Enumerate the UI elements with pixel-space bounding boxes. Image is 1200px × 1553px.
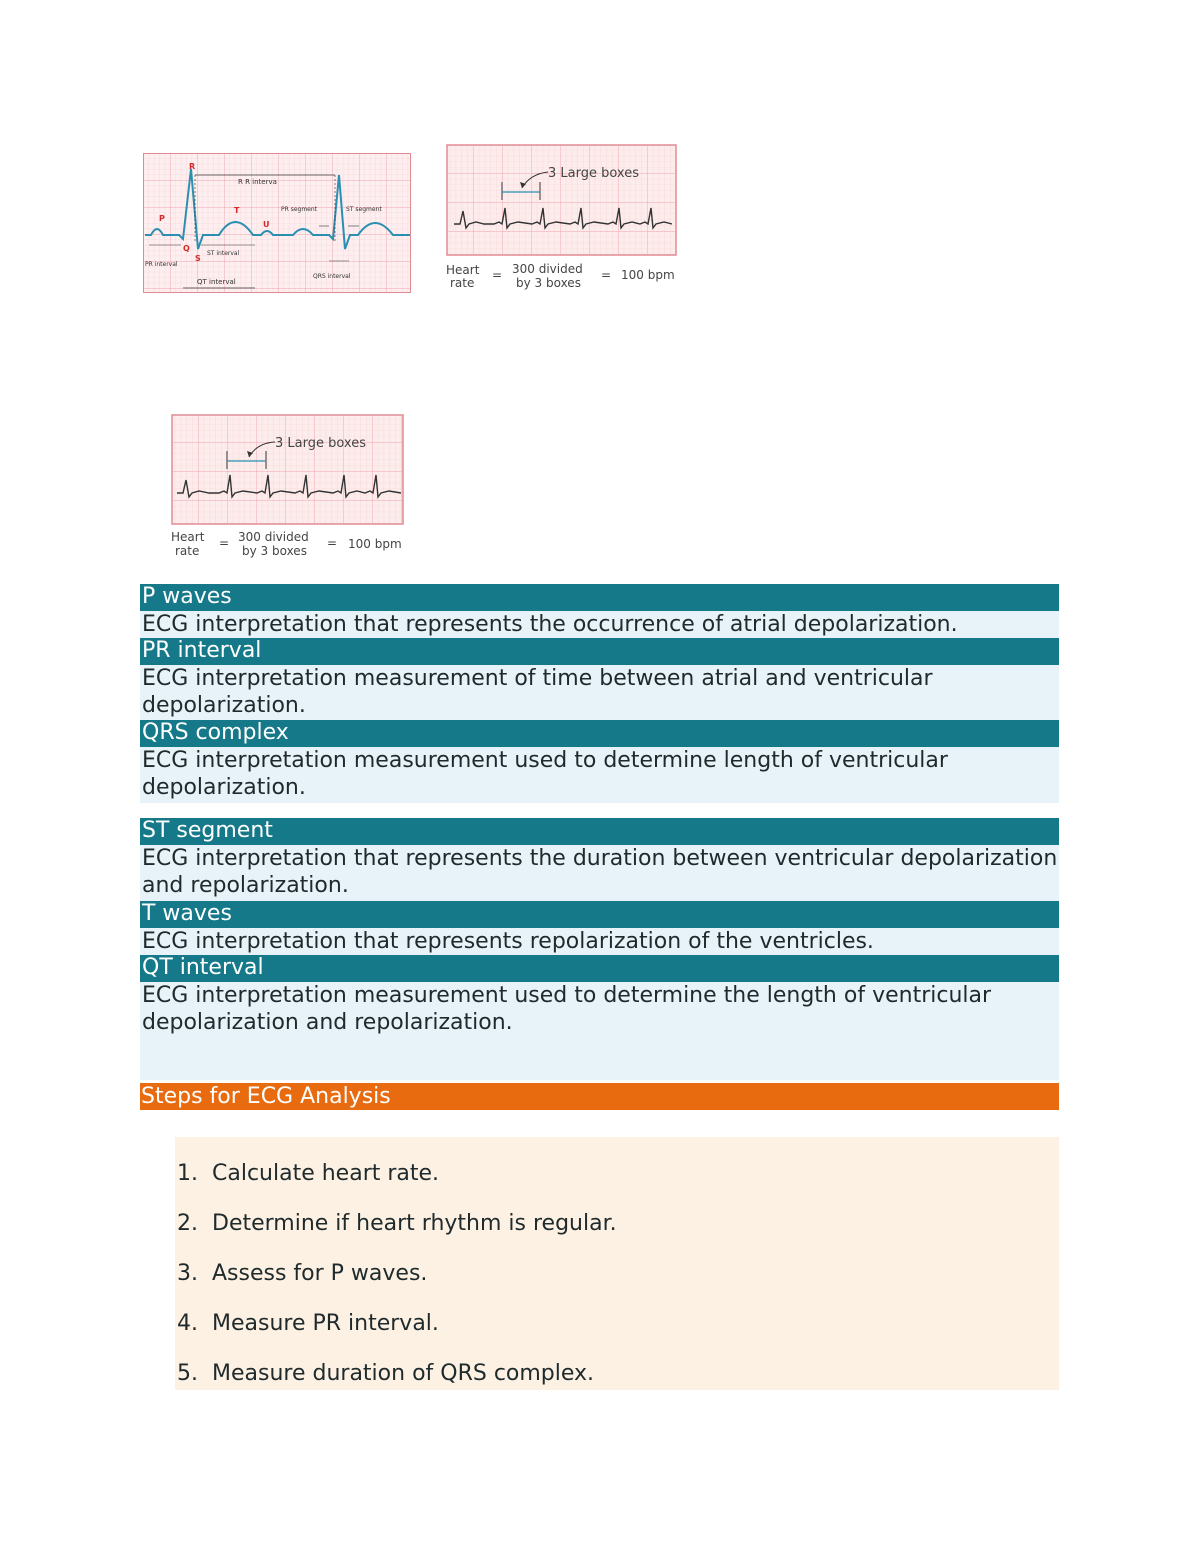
definition-entry-pr-interval [140, 638, 1059, 720]
ecg-peak-q: Q [183, 244, 190, 253]
heart-rate-figure-2 [169, 413, 409, 565]
step-item [177, 1310, 439, 1338]
step-text: Measure PR interval. [212, 1311, 439, 1336]
step-item [177, 1360, 594, 1388]
ecg-peak-s: S [195, 254, 201, 263]
heart-rate-svg-1 [444, 144, 684, 296]
ecg-pr-interval-label: PR interval [145, 261, 178, 268]
definition-qt-interval: ECG interpretation measurement used to determine the length of ventricular depolarization and repolarization. [140, 982, 1059, 1080]
term-qt-interval: QT interval [140, 955, 1059, 982]
ecg-qt-interval-label: QT interval [197, 278, 236, 286]
ecg-peak-u: U [263, 220, 270, 229]
ecg-pr-segment-label: PR segment [281, 206, 318, 213]
rate-label-2: rate [175, 544, 200, 558]
term-p-waves: P waves [140, 584, 1059, 611]
step-text: Measure duration of QRS complex. [212, 1361, 595, 1386]
term-pr-interval: PR interval [140, 638, 1059, 665]
heart-rate-svg-2 [169, 413, 409, 565]
heart-label-1: Heart [446, 263, 480, 277]
calc-bottom-2: by 3 boxes [242, 544, 307, 558]
definitions-table [140, 584, 1059, 1080]
step-number: 5. [177, 1361, 198, 1386]
step-number: 1. [177, 1161, 198, 1186]
calc-bottom-1: by 3 boxes [516, 276, 581, 290]
calc-top-1: 300 divided [512, 262, 583, 276]
definition-t-waves: ECG interpretation that represents repolarization of the ventricles. [140, 928, 1059, 955]
step-text: Assess for P waves. [212, 1261, 428, 1286]
ecg-peak-p: P [159, 214, 165, 223]
definition-qrs-complex: ECG interpretation measurement used to determine length of ventricular depolarization. [140, 747, 1059, 803]
equals-2a: = [219, 536, 230, 550]
step-number: 3. [177, 1261, 198, 1286]
term-qrs-complex: QRS complex [140, 720, 1059, 747]
callout-3-large-boxes-1: 3 Large boxes [548, 166, 639, 181]
ecg-waveform-svg [143, 153, 411, 293]
step-item [177, 1260, 427, 1288]
calc-top-2: 300 divided [238, 530, 309, 544]
definition-entry-qrs-complex [140, 720, 1059, 803]
callout-3-large-boxes-2: 3 Large boxes [275, 436, 366, 451]
ecg-st-interval-label: ST interval [207, 250, 240, 257]
equals-1b: = [601, 268, 612, 282]
step-item [177, 1160, 439, 1188]
heart-label-2: Heart [171, 530, 205, 544]
equals-1a: = [492, 268, 503, 282]
step-text: Determine if heart rhythm is regular. [212, 1211, 617, 1236]
result-1: 100 bpm [621, 268, 675, 282]
steps-header: Steps for ECG Analysis [140, 1083, 1059, 1110]
ecg-st-segment-label: ST segment [346, 206, 382, 213]
definition-st-segment: ECG interpretation that represents the duration between ventricular depolarization and repolarization. [140, 845, 1059, 901]
definition-p-waves: ECG interpretation that represents the occurrence of atrial depolarization. [140, 611, 1059, 638]
definition-entry-t-waves [140, 901, 1059, 955]
table-gap [140, 803, 1059, 818]
ecg-peak-t: T [234, 206, 240, 215]
step-text: Calculate heart rate. [212, 1161, 440, 1186]
step-number: 4. [177, 1311, 198, 1336]
ecg-waveform-figure [143, 153, 411, 293]
definition-pr-interval: ECG interpretation measurement of time between atrial and ventricular depolarization. [140, 665, 1059, 720]
ecg-rr-interval-label: R R interva [238, 178, 277, 186]
ecg-peak-r: R [189, 162, 196, 171]
term-st-segment: ST segment [140, 818, 1059, 845]
result-2: 100 bpm [348, 537, 402, 551]
definition-entry-st-segment [140, 818, 1059, 901]
step-item [177, 1210, 617, 1238]
equals-2b: = [327, 536, 338, 550]
definition-entry-qt-interval [140, 955, 1059, 1080]
heart-rate-figure-1 [444, 144, 684, 296]
steps-box [175, 1137, 1059, 1390]
definition-entry-p-waves [140, 584, 1059, 638]
step-number: 2. [177, 1211, 198, 1236]
rate-label-1: rate [450, 276, 475, 290]
term-t-waves: T waves [140, 901, 1059, 928]
ecg-qrs-interval-label: QRS interval [313, 273, 351, 280]
